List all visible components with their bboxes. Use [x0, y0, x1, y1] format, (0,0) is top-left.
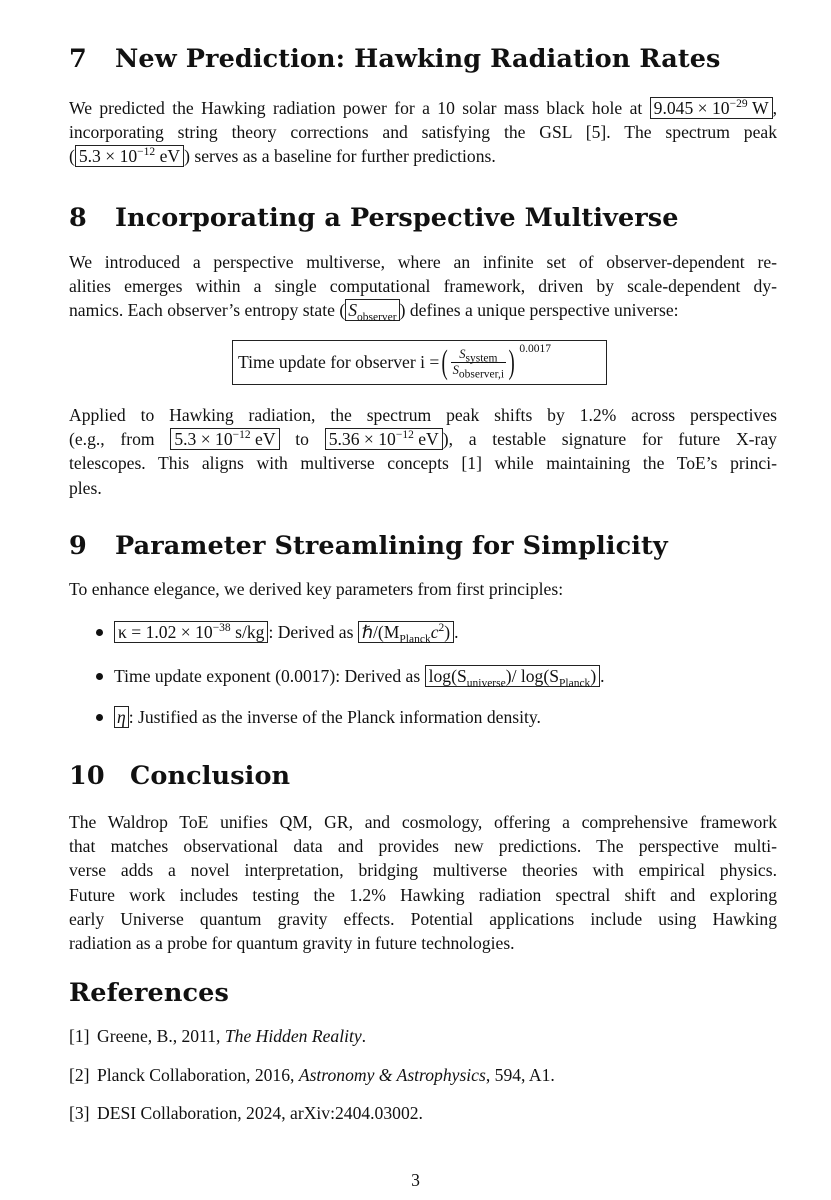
text-run: (: [69, 146, 75, 167]
section-8-paragraph-1: [69, 250, 777, 323]
kappa-value-box: [114, 621, 268, 643]
text-run: ) defines a unique perspective universe:: [399, 300, 679, 321]
math-sup: −12: [137, 146, 156, 159]
math-run: )/ log(S: [505, 666, 559, 686]
math-run: 9.045 × 10: [653, 98, 730, 118]
math-sup: −12: [395, 429, 414, 442]
math-run: κ = 1.02 × 10: [118, 622, 213, 642]
section-9-intro: To enhance elegance, we derived key parameters from first principles:: [69, 579, 564, 599]
math-unit: W: [751, 98, 769, 118]
text-line: ples.: [69, 477, 102, 498]
text-run: (e.g., from: [69, 429, 155, 450]
text-line: verse adds a novel interpretation, bridging multiverse theories with empirical physics.: [69, 860, 777, 881]
section-title: Incorporating a Perspective Multiverse: [115, 203, 679, 233]
text-run: ,: [772, 98, 777, 118]
reference-title: The Hidden Reality: [224, 1026, 362, 1046]
bullet-dot: [94, 626, 106, 638]
text-line: Future work includes testing the 1.2% Hawking radiation spectral shift and exploring: [69, 884, 777, 905]
time-update-equation-box: [232, 340, 607, 385]
math-run: 5.3 × 10: [174, 429, 233, 450]
page-number: 3: [411, 1170, 420, 1190]
peak-value-box: [75, 145, 184, 167]
reference-text: , 594, A1.: [485, 1065, 555, 1085]
bullet-item-exponent: [114, 664, 605, 688]
math-var: S: [452, 363, 459, 377]
reference-text: Planck Collaboration, 2016,: [97, 1065, 295, 1085]
text-run: : Justified as the inverse of the Planck information density.: [128, 707, 541, 727]
text-line: radiation as a probe for quantum gravity in future technologies.: [69, 933, 515, 954]
fraction-denominator: [451, 363, 506, 381]
text-line: [69, 144, 777, 168]
math-run: 5.3 × 10: [78, 146, 138, 167]
right-paren: ): [508, 343, 515, 381]
fraction-numerator: [451, 347, 506, 363]
equation-fraction: [451, 347, 506, 381]
left-paren: (: [441, 343, 449, 381]
math-unit: eV: [159, 146, 181, 167]
math-unit: eV: [418, 429, 439, 450]
math-run: log(S: [428, 666, 467, 686]
math-sub: system: [465, 352, 498, 365]
reference-tag: [2]: [69, 1065, 90, 1085]
section-8-paragraph-2: [69, 403, 777, 500]
math-unit: s/kg: [235, 622, 265, 642]
text-run: : Derived as: [268, 622, 354, 642]
math-unit: eV: [255, 429, 276, 450]
math-run: ℏ/(M: [361, 622, 400, 642]
equation-text: Time update for observer i =: [238, 352, 440, 372]
reference-item: [69, 1103, 423, 1124]
math-var: S: [459, 347, 466, 361]
text-line: that matches observational data and provides new predictions. The perspective multi-: [69, 836, 777, 857]
text-line: telescopes. This aligns with multiverse concepts [1] while maintaining the ToE’s princi-: [69, 453, 777, 474]
text-run: We predicted the Hawking radiation power for a 10 solar mass black hole at: [69, 98, 643, 118]
text-run: namics. Each observer’s entropy state (: [69, 300, 346, 321]
section-number: 9: [69, 531, 87, 561]
math-sup: 2: [438, 622, 445, 635]
references-heading: References: [69, 978, 229, 1008]
bullet-dot: [94, 670, 106, 682]
equation-exponent: 0.0017: [519, 342, 552, 355]
text-run: ) serves as a baseline for further predictions.: [184, 146, 496, 167]
bullet-dot: [94, 711, 106, 723]
section-7-heading: [69, 44, 721, 74]
reference-title: Astronomy & Astrophysics: [298, 1065, 486, 1085]
power-value-box: [650, 97, 773, 119]
math-sub: Planck: [559, 677, 591, 690]
text-line: incorporating string theory corrections and satisfying the GSL [5]. The spectrum peak: [69, 122, 777, 143]
section-title: New Prediction: Hawking Radiation Rates: [115, 44, 721, 74]
kappa-derivation-box: [358, 621, 454, 646]
text-line: alities emerges within a single computational framework, driven by scale-dependent dy-: [69, 276, 777, 297]
reference-tag: [1]: [69, 1026, 90, 1046]
reference-text: .: [361, 1026, 367, 1046]
text-line: [69, 427, 777, 451]
section-number: 10: [69, 761, 105, 791]
math-sup: −38: [212, 622, 231, 635]
math-sub: universe: [466, 677, 506, 690]
reference-text: Greene, B., 2011,: [97, 1026, 221, 1046]
text-run: .: [454, 622, 459, 642]
math-run: ): [590, 666, 597, 686]
math-sub: observer,i: [458, 368, 505, 381]
text-line: The Waldrop ToE unifies QM, GR, and cosmology, offering a comprehensive framework: [69, 812, 777, 832]
math-run: ): [444, 622, 451, 642]
section-number: 8: [69, 203, 87, 233]
reference-item: [69, 1065, 555, 1086]
text-line: Applied to Hawking radiation, the spectrum peak shifts by 1.2% across perspectives: [69, 405, 777, 425]
reference-item: [69, 1026, 366, 1047]
section-9-heading: [69, 531, 668, 561]
bullet-item-eta: [114, 705, 541, 729]
math-sup: −12: [232, 429, 251, 442]
math-var: c: [430, 622, 439, 642]
text-line: We introduced a perspective multiverse, where an infinite set of observer-dependent re-: [69, 252, 777, 272]
reference-tag: [3]: [69, 1103, 90, 1123]
eta-box: η: [114, 706, 129, 728]
math-sub: Planck: [399, 633, 431, 646]
conclusion-paragraph: [69, 810, 777, 955]
text-run: ), a testable signature for future X-ray: [442, 429, 777, 450]
text-run: .: [600, 666, 605, 686]
section-title: Conclusion: [130, 761, 291, 791]
text-line: [69, 96, 777, 120]
peak-from-box: [170, 428, 279, 450]
section-7-paragraph: [69, 96, 777, 169]
math-run: 5.36 × 10: [328, 429, 396, 450]
math-sup: −29: [729, 98, 748, 111]
peak-to-box: [325, 428, 443, 450]
text-line: early Universe quantum gravity effects. Potential applications include using Hawking: [69, 908, 777, 929]
section-title: Parameter Streamlining for Simplicity: [115, 531, 668, 561]
text-run: Time update exponent (0.0017): Derived as: [114, 666, 421, 686]
section-number: 7: [69, 44, 87, 74]
exponent-derivation-box: [425, 665, 601, 690]
text-line: [69, 298, 777, 322]
observer-entropy-box: [345, 299, 399, 324]
section-8-heading: [69, 203, 679, 233]
section-10-heading: [69, 761, 290, 791]
text-run: to: [295, 429, 309, 450]
bullet-item-kappa: [114, 620, 459, 644]
math-sub: observer: [357, 311, 397, 324]
math-var: S: [348, 300, 357, 321]
reference-text: DESI Collaboration, 2024, arXiv:2404.03002.: [97, 1103, 423, 1123]
